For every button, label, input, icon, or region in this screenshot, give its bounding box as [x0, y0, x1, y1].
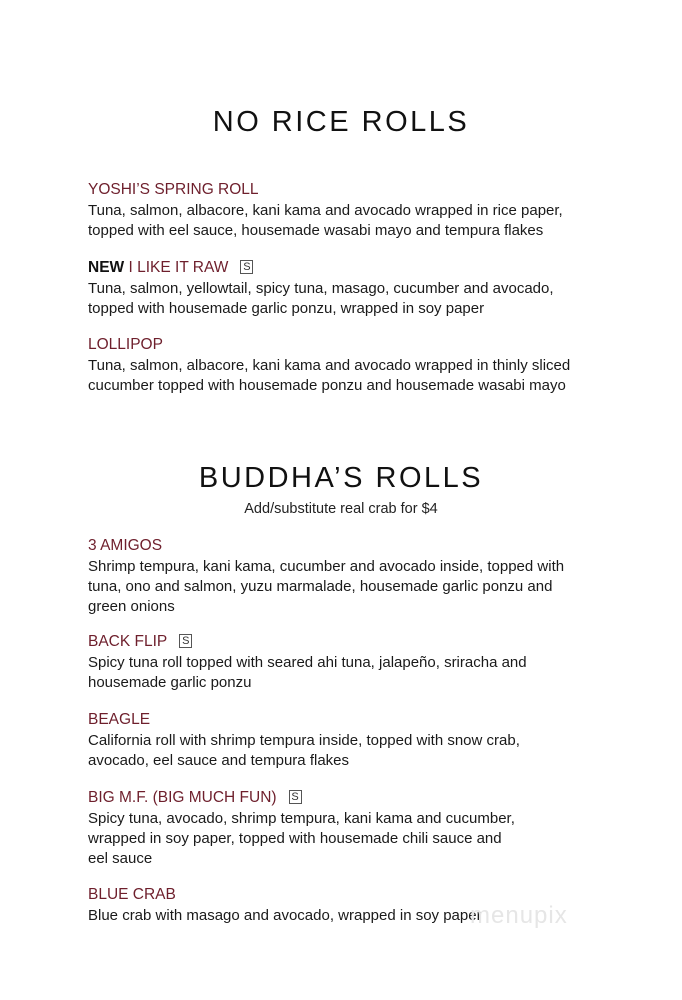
item-description: California roll with shrimp tempura inside, topped with snow crab, avocado, eel sauce and tempura flakes [88, 732, 520, 769]
menu-item [88, 632, 648, 693]
menu-item [88, 258, 648, 319]
spicy-badge-icon: S [179, 634, 192, 648]
item-name: BLUE CRAB [88, 886, 176, 903]
section-title-no-rice-rolls: NO RICE ROLLS [212, 106, 470, 138]
item-description: Tuna, salmon, albacore, kani kama and avocado wrapped in thinly sliced cucumber topped with housemade ponzu and housemade wasabi mayo [88, 357, 571, 394]
item-name: 3 AMIGOS [88, 537, 163, 554]
menu-item [88, 788, 648, 869]
menu-item [88, 536, 648, 617]
spicy-badge-icon: S [240, 260, 253, 274]
menu-item [88, 335, 648, 396]
section-subtitle: Add/substitute real crab for $4 [244, 501, 438, 517]
item-name: I LIKE IT RAW [128, 259, 229, 276]
new-tag: NEW [88, 259, 125, 276]
item-description: Shrimp tempura, kani kama, cucumber and avocado inside, topped with tuna, ono and salmon, yuzu marmalade, housemade garlic ponzu and green onions [88, 558, 565, 615]
item-description: Spicy tuna roll topped with seared ahi tuna, jalapeño, sriracha and housemade garlic ponzu [88, 654, 527, 691]
watermark: menupix [470, 902, 568, 929]
item-name: LOLLIPOP [88, 336, 163, 353]
item-name: BIG M.F. (BIG MUCH FUN) [88, 789, 277, 806]
item-name: BEAGLE [88, 711, 151, 728]
item-description: Tuna, salmon, yellowtail, spicy tuna, masago, cucumber and avocado, topped with housemade garlic ponzu, wrapped in soy paper [88, 280, 554, 317]
menu-item [88, 180, 648, 241]
spicy-badge-icon: S [289, 790, 302, 804]
menu-item [88, 710, 648, 771]
item-name: BACK FLIP [88, 633, 168, 650]
section-title-buddhas-rolls: BUDDHA’S ROLLS [198, 462, 484, 494]
item-name: YOSHI’S SPRING ROLL [88, 181, 259, 198]
item-description: Tuna, salmon, albacore, kani kama and avocado wrapped in rice paper, topped with eel sauce, housemade wasabi mayo and tempura flakes [88, 202, 563, 239]
item-description: Spicy tuna, avocado, shrimp tempura, kani kama and cucumber, wrapped in soy paper, topped with housemade chili sauce and eel sauce [88, 810, 515, 867]
item-description: Blue crab with masago and avocado, wrapped in soy paper [88, 907, 482, 924]
